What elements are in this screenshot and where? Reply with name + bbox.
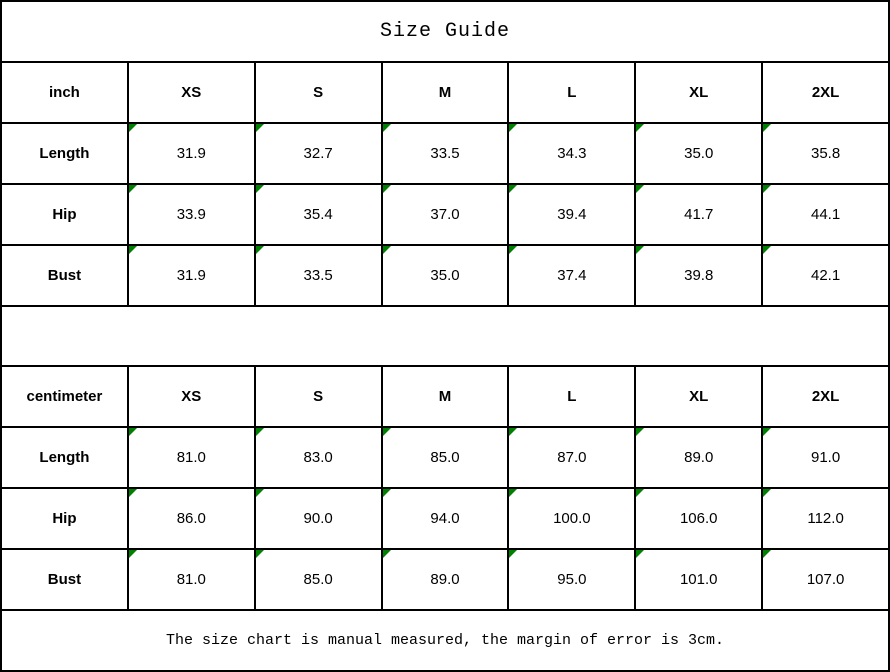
cm-col-header-xl: XL (636, 367, 763, 426)
inch-hip-label: Hip (2, 185, 129, 244)
size-value: 42.1 (810, 266, 841, 284)
size-value-cell (383, 124, 510, 183)
inch-col-header-2xl: 2XL (811, 83, 840, 101)
cell-marker-triangle-icon (509, 489, 517, 497)
size-value-cell (636, 428, 763, 487)
size-value-cell (256, 246, 383, 305)
cell-marker-triangle-icon (129, 185, 137, 193)
cell-marker-triangle-icon (763, 428, 771, 436)
size-value-cell (763, 489, 888, 548)
size-value: 33.9 (176, 205, 206, 223)
size-value: 83.0 (303, 449, 333, 467)
cell-marker-triangle-icon (129, 489, 137, 497)
size-value: 87.0 (557, 449, 587, 467)
cell-marker-triangle-icon (256, 550, 264, 558)
size-value-cell (636, 550, 763, 609)
size-value-cell (509, 246, 636, 305)
cell-marker-triangle-icon (509, 124, 517, 132)
cell-marker-triangle-icon (509, 428, 517, 436)
size-value-cell (763, 246, 888, 305)
cm-col-header-m: M (383, 367, 510, 426)
inch-bust-label: Bust (2, 246, 129, 305)
cm-bust-row (2, 550, 888, 611)
size-value-cell (763, 185, 888, 244)
inch-header-row (2, 63, 888, 124)
size-value: 37.4 (557, 266, 587, 284)
cell-marker-triangle-icon (383, 185, 391, 193)
size-value: 89.0 (430, 571, 460, 589)
cell-marker-triangle-icon (636, 550, 644, 558)
size-value-cell (129, 550, 256, 609)
size-value: 95.0 (557, 571, 587, 589)
size-value: 34.3 (557, 144, 587, 162)
inch-col-header-l: L (509, 63, 636, 122)
cell-marker-triangle-icon (256, 246, 264, 254)
size-value-cell (509, 550, 636, 609)
size-value-cell (256, 428, 383, 487)
inch-col-header-s: S (256, 63, 383, 122)
cell-marker-triangle-icon (763, 246, 771, 254)
cm-header-row (2, 367, 888, 428)
inch-unit-header: inch (2, 63, 129, 122)
size-value-cell (383, 428, 510, 487)
size-value: 33.5 (303, 266, 333, 284)
size-value: 81.0 (176, 449, 206, 467)
cell-marker-triangle-icon (763, 124, 771, 132)
footer-row (2, 611, 888, 670)
cm-unit-header: centimeter (2, 367, 129, 426)
cell-marker-triangle-icon (383, 428, 391, 436)
size-value: 32.7 (303, 144, 333, 162)
cell-marker-triangle-icon (509, 185, 517, 193)
size-value-cell (129, 489, 256, 548)
size-value-cell (383, 185, 510, 244)
size-value-cell (383, 489, 510, 548)
size-value-cell (636, 124, 763, 183)
cm-length-row (2, 428, 888, 489)
size-value-cell (509, 124, 636, 183)
size-value: 86.0 (176, 510, 206, 528)
separator-row (2, 307, 888, 368)
size-value: 44.1 (810, 205, 841, 223)
cell-marker-triangle-icon (129, 428, 137, 436)
inch-col-header-xl: XL (636, 63, 763, 122)
cm-col-header-xs: XS (129, 367, 256, 426)
cell-marker-triangle-icon (763, 489, 771, 497)
cm-col-header-l: L (509, 367, 636, 426)
size-value-cell (509, 489, 636, 548)
cm-bust-label: Bust (2, 550, 129, 609)
cm-col-header-2xl: 2XL (811, 388, 840, 406)
size-value: 35.8 (810, 144, 841, 162)
size-value-cell (256, 124, 383, 183)
size-value: 85.0 (303, 571, 333, 589)
size-value-cell (636, 489, 763, 548)
measurement-disclaimer: The size chart is manual measured, the margin of error is 3cm. (165, 632, 725, 650)
cell-marker-triangle-icon (636, 428, 644, 436)
size-value-cell (763, 428, 888, 487)
cell-marker-triangle-icon (129, 246, 137, 254)
size-value: 94.0 (430, 510, 460, 528)
cm-hip-row (2, 489, 888, 550)
size-value-cell (129, 185, 256, 244)
size-value-cell (509, 185, 636, 244)
size-value-cell (636, 185, 763, 244)
size-value-cell (129, 246, 256, 305)
size-value: 35.4 (303, 205, 333, 223)
cell-marker-triangle-icon (636, 246, 644, 254)
cell-marker-triangle-icon (256, 124, 264, 132)
size-value: 33.5 (430, 144, 460, 162)
size-value: 90.0 (303, 510, 333, 528)
size-value-cell (383, 550, 510, 609)
inch-length-row (2, 124, 888, 185)
size-value-cell (763, 124, 888, 183)
size-value-cell (763, 550, 888, 609)
cell-marker-triangle-icon (636, 489, 644, 497)
size-value: 107.0 (806, 571, 845, 589)
cell-marker-triangle-icon (763, 550, 771, 558)
cell-marker-triangle-icon (636, 124, 644, 132)
size-value-cell (509, 428, 636, 487)
size-value: 41.7 (684, 205, 714, 223)
size-value: 100.0 (553, 510, 591, 528)
inch-length-label: Length (2, 124, 129, 183)
size-value: 39.4 (557, 205, 587, 223)
cell-marker-triangle-icon (509, 246, 517, 254)
cm-col-header-s: S (256, 367, 383, 426)
cell-marker-triangle-icon (383, 246, 391, 254)
cell-marker-triangle-icon (383, 550, 391, 558)
size-value-cell (636, 246, 763, 305)
size-value: 31.9 (176, 144, 206, 162)
size-value: 91.0 (810, 449, 841, 467)
size-value-cell (129, 124, 256, 183)
size-value: 112.0 (807, 510, 844, 528)
cell-marker-triangle-icon (256, 185, 264, 193)
inch-hip-row (2, 185, 888, 246)
size-value-cell (383, 246, 510, 305)
size-value: 81.0 (176, 571, 206, 589)
cell-marker-triangle-icon (383, 124, 391, 132)
size-value: 35.0 (684, 144, 714, 162)
cell-marker-triangle-icon (383, 489, 391, 497)
inch-bust-row (2, 246, 888, 307)
page-title: Size Guide (379, 19, 511, 43)
cell-marker-triangle-icon (636, 185, 644, 193)
size-value: 101.0 (679, 571, 718, 589)
inch-col-header-xs: XS (129, 63, 256, 122)
size-value: 31.9 (176, 266, 206, 284)
size-value: 35.0 (430, 266, 460, 284)
size-value-cell (256, 550, 383, 609)
size-value: 85.0 (430, 449, 460, 467)
size-value-cell (129, 428, 256, 487)
inch-col-header-m: M (383, 63, 510, 122)
size-value-cell (256, 489, 383, 548)
cell-marker-triangle-icon (129, 550, 137, 558)
size-value: 37.0 (430, 205, 460, 223)
cell-marker-triangle-icon (763, 185, 771, 193)
cell-marker-triangle-icon (256, 428, 264, 436)
size-value: 106.0 (679, 510, 718, 528)
cm-length-label: Length (2, 428, 129, 487)
size-value-cell (256, 185, 383, 244)
size-value: 89.0 (684, 449, 714, 467)
cell-marker-triangle-icon (509, 550, 517, 558)
cell-marker-triangle-icon (129, 124, 137, 132)
cell-marker-triangle-icon (256, 489, 264, 497)
title-row (2, 2, 888, 63)
size-value: 39.8 (684, 266, 714, 284)
cm-hip-label: Hip (2, 489, 129, 548)
